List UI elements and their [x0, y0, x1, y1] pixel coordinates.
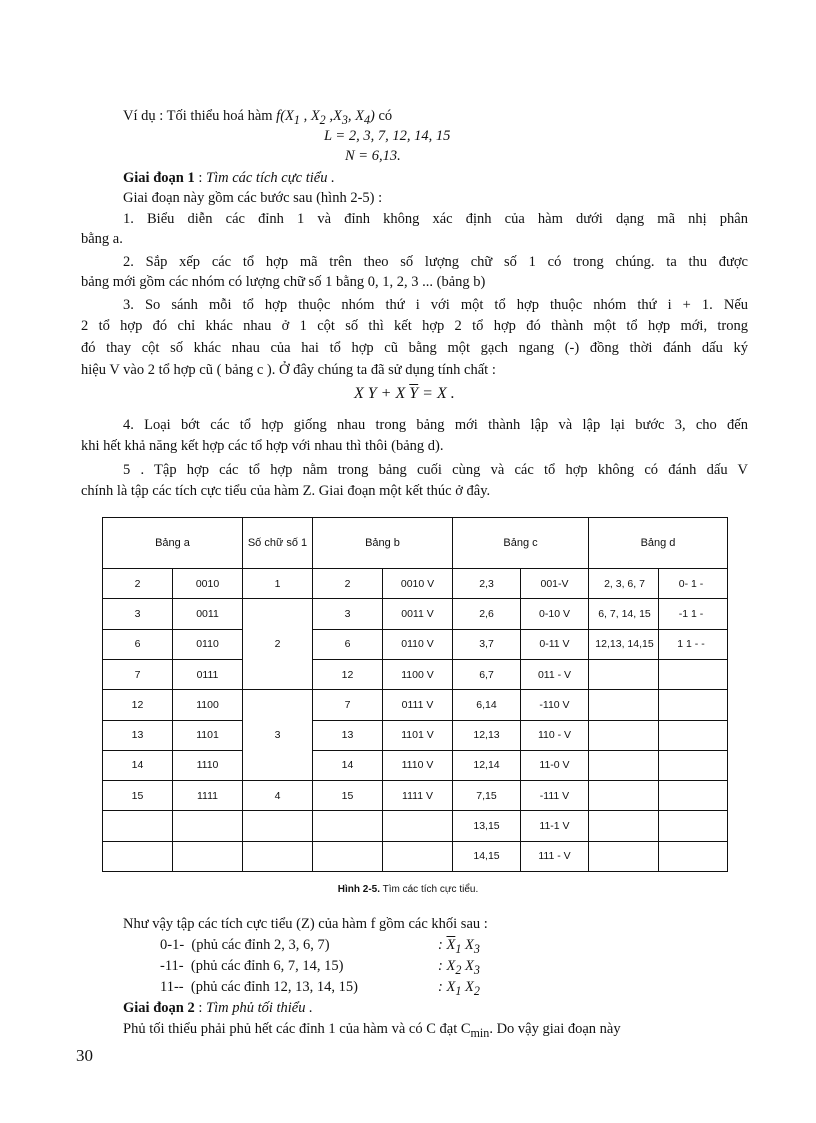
table-row: 13,15 11-1 V [103, 811, 728, 841]
figure-caption: Hình 2-5. Tìm các tích cực tiểu. [337, 884, 479, 895]
step3-line1: 3. So sánh mỗi tổ hợp thuộc nhóm thứ i với một tổ hợp thuộc nhóm thứ i + 1. Nếu [123, 297, 748, 313]
cover-item: 0-1- (phủ các đỉnh 2, 3, 6, 7) [160, 937, 330, 953]
absorption-formula: X Y + X $\overline{Y} = X$ . [354, 385, 455, 402]
n-set: N = 6,13. [345, 148, 401, 164]
table-row: 3 0011 2 3 0011 V 2,6 0-10 V 6, 7, 14, 15 -1 1 - [103, 599, 728, 629]
step3-line3: đó thay cột số khác nhau của hai tổ hợp cũ bằng một gạch ngang (-) đồng thời đánh dấu ký [81, 340, 748, 356]
group-cell: 3 [243, 690, 313, 781]
step3-line4: hiệu V vào 2 tổ hợp cũ ( bảng c ). Ở đây chúng ta đã sử dụng tính chất : [81, 362, 496, 378]
minterm-table [102, 517, 728, 872]
phase1-heading: Giai đoạn 1 : Tìm các tích cực tiểu . [123, 170, 335, 186]
function-expression: $f(X_1$ , $X_2$ $,X_3$, $X_4$) [276, 108, 375, 127]
table-row: 15 1111 4 15 1111 V 7,15 -111 V [103, 781, 728, 811]
step3-line2: 2 tổ hợp đó chỉ khác nhau ở 1 cột số thì kết hợp 2 tổ hợp đó thành một tổ hợp mới, trong [81, 318, 748, 334]
summary-line: Như vậy tập các tích cực tiểu (Z) của hàm f gồm các khối sau : [123, 916, 488, 932]
step4-line1: 4. Loại bớt các tổ hợp giống nhau trong bảng mới thành lập và lập lại bước 3, cho đến [123, 417, 748, 433]
cover-item: -11- (phủ các đỉnh 6, 7, 14, 15) [160, 958, 344, 974]
l-set: L = 2, 3, 7, 12, 14, 15 [324, 128, 451, 144]
table-row: 14 1110 14 1110 V 12,14 11-0 V [103, 750, 728, 780]
table-row: 7 0111 12 1100 V 6,7 011 - V [103, 660, 728, 690]
table-row: 2 0010 1 2 0010 V 2,3 001-V 2, 3, 6, 7 0- 1 - [103, 569, 728, 599]
cover-term: : $X_2$ $X_3$ [438, 958, 480, 977]
page-number: 30 [76, 1046, 93, 1065]
header-table-d: Bảng d [589, 518, 728, 569]
header-table-a: Bảng a [103, 518, 243, 569]
table-row: 14,15 111 - V [103, 841, 728, 871]
step1-line2: bằng a. [81, 231, 123, 247]
group-cell: 2 [243, 599, 313, 690]
step2-line1: 2. Sắp xếp các tổ hợp mã trên theo số lượng chữ số 1 có trong chúng. ta thu được [123, 254, 748, 270]
step5-line1: 5 . Tập hợp các tổ hợp nằm trong bảng cuối cùng và các tổ hợp không có đánh dấu V [123, 462, 748, 478]
phase1-desc: Giai đoạn này gồm các bước sau (hình 2-5) : [123, 190, 383, 206]
cover-term: : $\overline{X}_1$ $X_3$ [438, 937, 480, 956]
table-row: 12 1100 3 7 0111 V 6,14 -110 V [103, 690, 728, 720]
group-cell: 1 [243, 569, 313, 599]
cover-item: 11-- (phủ các đỉnh 12, 13, 14, 15) [160, 979, 358, 995]
cover-term: : $X_1$ $X_2$ [438, 979, 480, 998]
phase2-heading: Giai đoạn 2 : Tìm phủ tối thiểu . [123, 1000, 313, 1016]
step2-line2: bảng mới gồm các nhóm có lượng chữ số 1 bằng 0, 1, 2, 3 ... (bảng b) [81, 274, 486, 290]
header-table-c: Bảng c [453, 518, 589, 569]
phase2-line: Phủ tối thiểu phải phủ hết các đỉnh 1 của hàm và có C đạt $C_{min}$. Do vậy giai đoạn này [123, 1021, 621, 1040]
table-row: 13 1101 13 1101 V 12,13 110 - V [103, 720, 728, 750]
step4-line2: khi hết khả năng kết hợp các tổ hợp với nhau thì thôi (bảng d). [81, 438, 444, 454]
table-row: 6 0110 6 0110 V 3,7 0-11 V 12,13, 14,15 1 1 - - [103, 629, 728, 659]
example-line: Ví dụ : Tối thiểu hoá hàm $f(X_1$ , $X_2$ $,X_3$, $X_4$) có [123, 108, 393, 127]
header-table-b: Bảng b [313, 518, 453, 569]
step1-line1: 1. Biểu diễn các đỉnh 1 và đỉnh không xác định của hàm dưới dạng mã nhị phân [123, 211, 748, 227]
group-cell: 4 [243, 781, 313, 811]
step5-line2: chính là tập các tích cực tiểu của hàm Z. Giai đoạn một kết thúc ở đây. [81, 483, 491, 499]
header-ones-count: Số chữ số 1 [243, 518, 313, 569]
